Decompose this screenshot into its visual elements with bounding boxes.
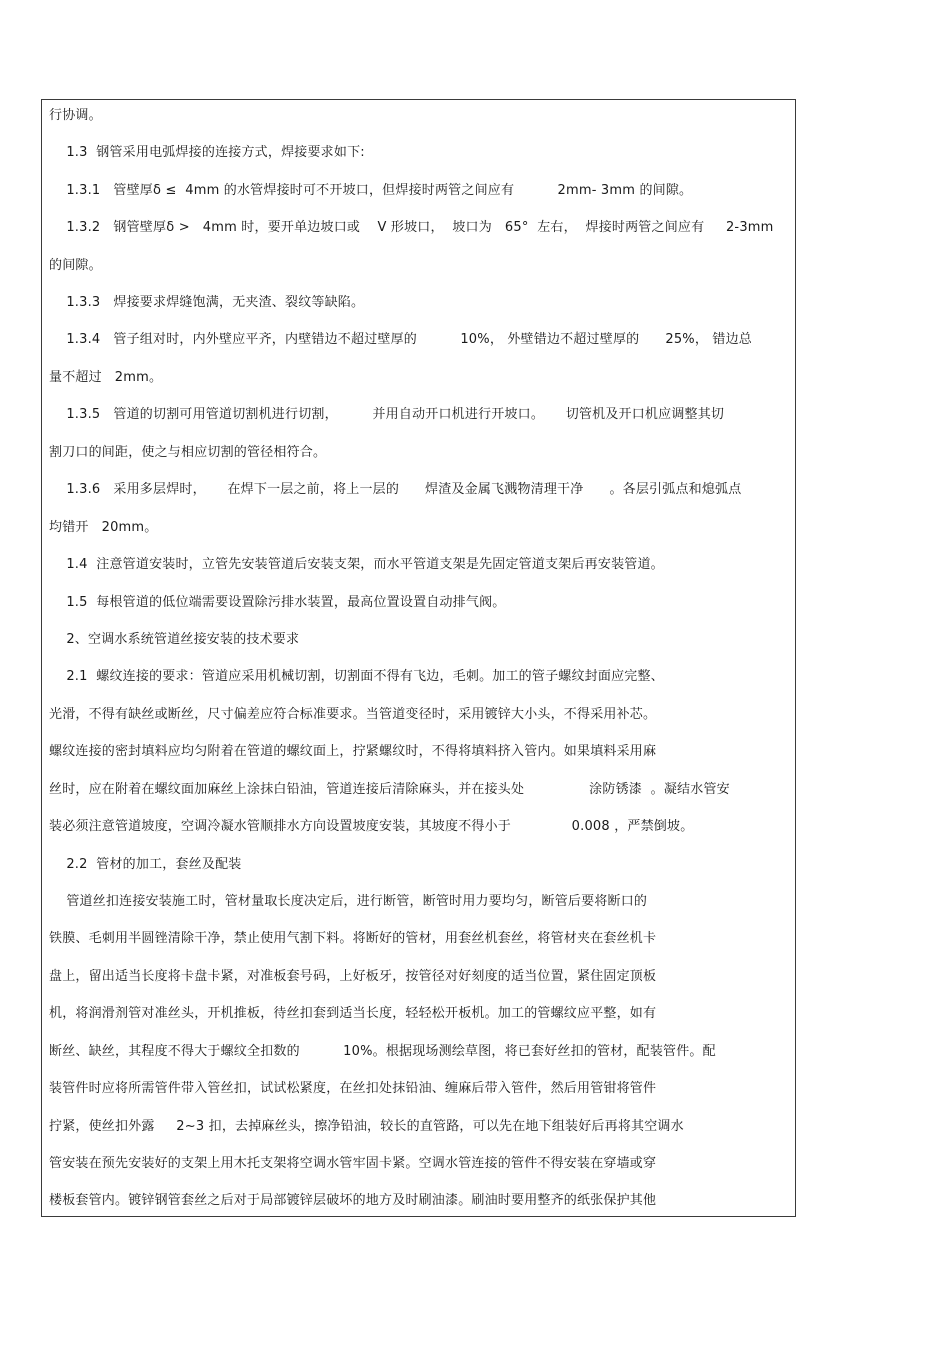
text-line: 1.3.2 钢管壁厚δ > 4mm 时，要开单边坡口或 V 形坡口， 坡口为 65° 左右， 焊接时两管之间应有 2-3mm: [49, 220, 774, 235]
text-line: 机，将润滑剂管对准丝头，开机推板，待丝扣套到适当长度，轻轻松开板机。加工的管螺纹应平整，如有: [49, 1006, 657, 1021]
text-line: 量不超过 2mm。: [49, 370, 163, 385]
text-line: 行协调。: [49, 108, 102, 123]
text-line: 1.4 注意管道安装时，立管先安装管道后安装支架，而水平管道支架是先固定管道支架后再安装管道。: [49, 557, 664, 572]
text-line: 装管件时应将所需管件带入管丝扣，试试松紧度，在丝扣处抹铅油、缠麻后带入管件，然后用管钳将管件: [49, 1081, 657, 1096]
text-line: 螺纹连接的密封填料应均匀附着在管道的螺纹面上，拧紧螺纹时，不得将填料挤入管内。如果填料采用麻: [49, 744, 657, 759]
text-line: 断丝、缺丝，其程度不得大于螺纹全扣数的 10%。根据现场测绘草图，将已套好丝扣的管材，配装管件。配: [49, 1044, 716, 1059]
section-heading: 2、空调水系统管道丝接安装的技术要求: [49, 632, 300, 647]
text-line: 1.3.3 焊接要求焊缝饱满，无夹渣、裂纹等缺陷。: [49, 295, 365, 310]
text-line: 盘上，留出适当长度将卡盘卡紧，对准板套号码，上好板牙，按管径对好刻度的适当位置，紧住固定顶板: [49, 969, 657, 984]
text-line: 铁膜、毛刺用半圆锉清除干净，禁止使用气割下料。将断好的管材，用套丝机套丝，将管材夹在套丝机卡: [49, 931, 657, 946]
text-line: 1.3.4 管子组对时，内外壁应平齐，内壁错边不超过壁厚的 10%， 外壁错边不超过壁厚的 25%， 错边总: [49, 332, 752, 347]
text-line: 均错开 20mm。: [49, 520, 158, 535]
text-line: 管道丝扣连接安装施工时，管材量取长度决定后，进行断管，断管时用力要均匀，断管后要将断口的: [49, 894, 648, 909]
text-line: 楼板套管内。镀锌钢管套丝之后对于局部镀锌层破坏的地方及时刷油漆。刷油时要用整齐的纸张保护其他: [49, 1193, 657, 1208]
text-line: 光滑，不得有缺丝或断丝，尺寸偏差应符合标准要求。当管道变径时，采用镀锌大小头，不得采用补芯。: [49, 707, 657, 722]
text-line: 丝时，应在附着在螺纹面加麻丝上涂抹白铅油，管道连接后清除麻头，并在接头处 涂防锈漆 。凝结水管安: [49, 782, 730, 797]
text-line: 2.1 螺纹连接的要求：管道应采用机械切割，切割面不得有飞边，毛刺。加工的管子螺纹封面应完整、: [49, 669, 664, 684]
text-line: 管安装在预先安装好的支架上用木托支架将空调水管牢固卡紧。空调水管连接的管件不得安装在穿墙或穿: [49, 1156, 657, 1171]
text-line: 2.2 管材的加工，套丝及配装: [49, 857, 242, 872]
text-line: 拧紧，使丝扣外露 2~3 扣，去掉麻丝头，擦净铅油，较长的直管路，可以先在地下组装好后再将其空调水: [49, 1119, 684, 1134]
text-line: 割刀口的间距，使之与相应切割的管径相符合。: [49, 445, 327, 460]
text-line: 1.3.6 采用多层焊时， 在焊下一层之前，将上一层的 焊渣及金属飞溅物清理干净 。各层引弧点和熄弧点: [49, 482, 742, 497]
text-line: 1.5 每根管道的低位端需要设置除污排水装置，最高位置设置自动排气阀。: [49, 595, 506, 610]
text-line: 1.3.1 管壁厚δ ≤ 4mm 的水管焊接时可不开坡口，但焊接时两管之间应有 2mm- 3mm 的间隙。: [49, 183, 693, 198]
text-line: 1.3 钢管采用电弧焊接的连接方式，焊接要求如下:: [49, 145, 365, 160]
text-line: 的间隙。: [49, 258, 102, 273]
text-line: 1.3.5 管道的切割可用管道切割机进行切割， 并用自动开口机进行开坡口。 切管机及开口机应调整其切: [49, 407, 725, 422]
text-line: 装必须注意管道坡度，空调冷凝水管顺排水方向设置坡度安装，其坡度不得小于 0.008 ，严禁倒坡。: [49, 819, 694, 834]
